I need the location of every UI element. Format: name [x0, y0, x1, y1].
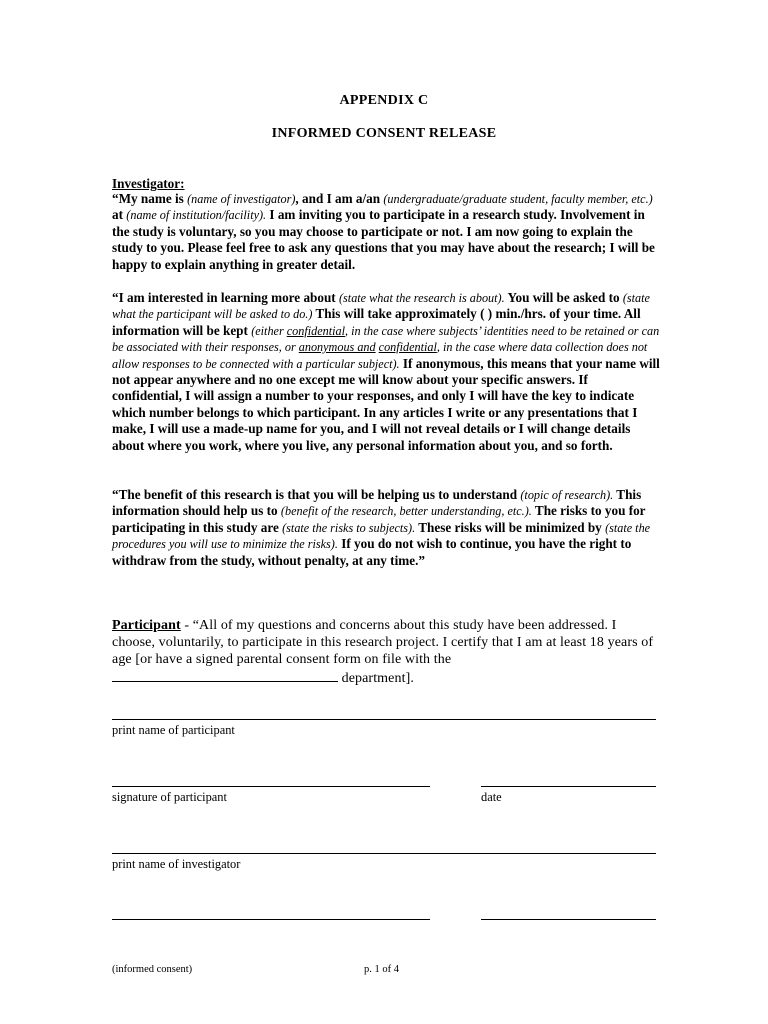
participant-statement-end: department].: [338, 671, 414, 686]
text-run: This information should help us to: [112, 487, 642, 519]
investigator-date-line[interactable]: [481, 919, 656, 920]
text-run: (state what the research is about).: [339, 291, 505, 305]
document-title: INFORMED CONSENT RELEASE: [271, 126, 497, 141]
text-run: These risks will be minimized by: [415, 519, 606, 535]
text-run: (either: [251, 323, 287, 338]
print-investigator-label: print name of investigator: [112, 857, 241, 871]
text-run: (state the risks to subjects).: [282, 520, 416, 535]
page-number: p. 1 of 4: [364, 964, 399, 975]
text-run: (state what the participant will be asked to do.): [112, 291, 650, 322]
text-run: “My name is: [112, 191, 188, 206]
text-run: (name of institution/facility).: [126, 208, 267, 223]
text-run: confidential: [378, 340, 437, 355]
participant-statement: [112, 617, 660, 687]
text-run: , in the case where subjects’ identities need to be retained or can be associated with their responses, or: [112, 323, 660, 355]
text-run: anonymous and: [298, 340, 376, 355]
investigator-paragraph-1: [112, 191, 660, 273]
text-run: at: [112, 207, 127, 223]
text-run: (benefit of the research, better understanding, etc.).: [280, 504, 532, 519]
text-run: , in the case where data collection does not allow responses to be connected with a particular subject).: [112, 340, 648, 371]
text-run: This will take approximately ( ) min./hrs. of your time. All information will be kept: [112, 306, 641, 338]
text-run: (undergraduate/graduate student, faculty member, etc.): [383, 192, 653, 206]
text-run: , and I am a/an: [295, 191, 384, 206]
footer-label: (informed consent): [112, 964, 193, 975]
investigator-name-line[interactable]: [112, 853, 656, 854]
investigator-signature-line[interactable]: [112, 919, 430, 920]
text-run: “The benefit of this research is that you will be helping us to understand: [112, 487, 521, 502]
text-run: If you do not wish to continue, you have the right to withdraw from the study, without penalty, at any time.”: [112, 536, 632, 568]
print-participant-label: print name of participant: [112, 723, 235, 737]
text-run: I am inviting you to participate in a research study. Involvement in the study is voluntary, so you may choose to participate or not. I am now going to explain the study to you. Please feel free to ask any questions that you may have about the research; I will be happy to explain anything in greater detail.: [112, 207, 655, 272]
department-blank-line[interactable]: [112, 668, 338, 682]
participant-signature-line[interactable]: [112, 786, 430, 787]
participant-heading: Participant: [112, 618, 181, 633]
text-run: You will be asked to: [504, 290, 623, 305]
participant-date-line[interactable]: [481, 786, 656, 787]
text-run: (state the procedures you will use to minimize the risks).: [112, 520, 651, 552]
text-run: (name of investigator): [187, 192, 296, 206]
date-label: date: [481, 790, 502, 804]
investigator-paragraph-2: [112, 290, 660, 454]
text-run: If anonymous, this means that your name will not appear anywhere and no one except me will know about your specific answers. If confidential, I will assign a number to your responses, and only I will have the key to indicate which number belongs to which participant. In any articles I write or any presentations that I make, I will use a made-up name for you, and I will not reveal details or I will change details about where you work, where you live, any personal information about you, and so forth.: [112, 355, 660, 453]
signature-participant-label: signature of participant: [112, 790, 227, 804]
text-run: The risks to you for participating in this study are: [112, 503, 646, 535]
investigator-heading: Investigator:: [112, 176, 185, 191]
text-run: (topic of research).: [520, 488, 614, 502]
text-run: “I am interested in learning more about: [112, 290, 339, 305]
text-run: confidential: [286, 323, 345, 338]
participant-name-line[interactable]: [112, 719, 656, 720]
investigator-paragraph-3: [112, 487, 660, 569]
participant-statement-text: - “All of my questions and concerns about this study have been addressed. I choose, voluntarily, to participate in this research project. I certify that I am at least 18 years of age [or have a signed parental consent form on file with the: [112, 618, 654, 667]
appendix-heading: APPENDIX C: [339, 93, 429, 108]
